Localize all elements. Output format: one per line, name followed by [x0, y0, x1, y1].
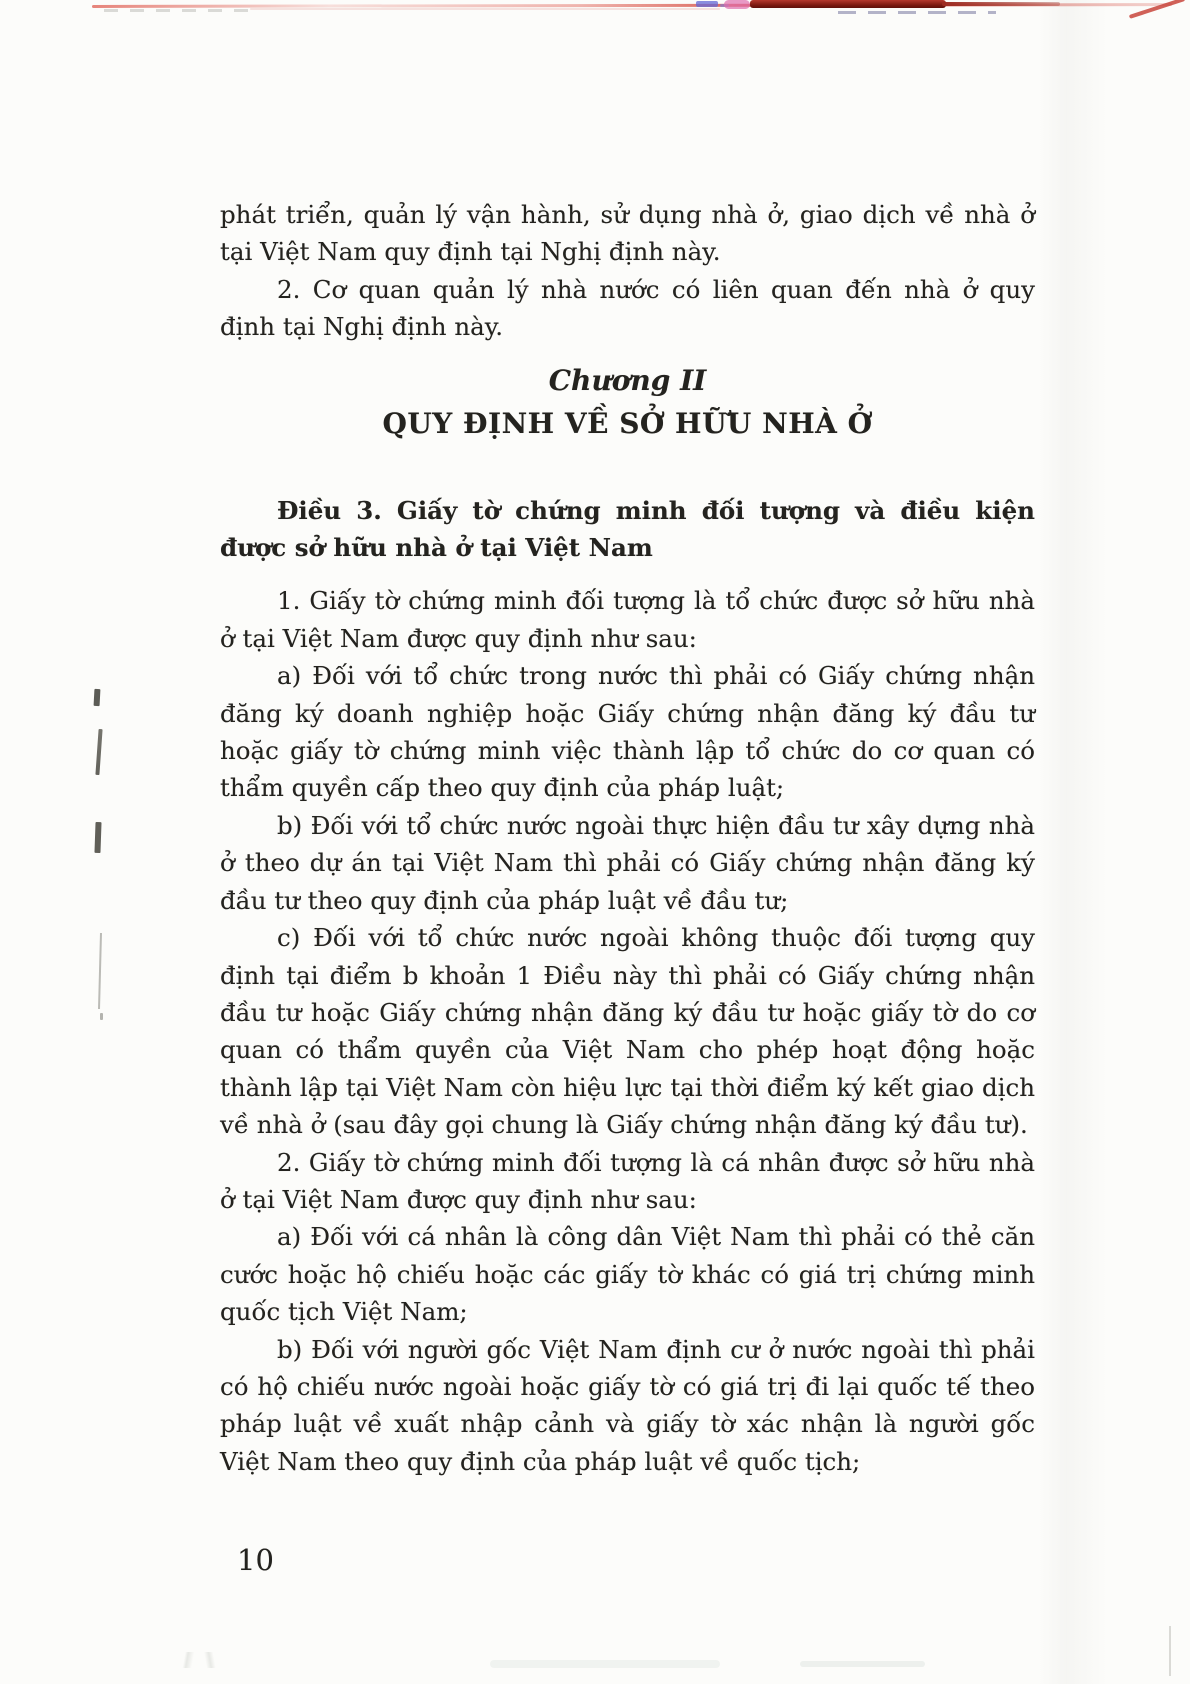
scan-artifact-underband-dashes	[838, 11, 996, 14]
para-point-2a: a) Đối với cá nhân là công dân Việt Nam thì phải có thẻ căn cước hoặc hộ chiếu hoặc các giấy tờ khác có giá trị chứng minh quốc tịch Việt Nam;	[220, 1222, 1035, 1327]
para-point-1a: a) Đối với tổ chức trong nước thì phải có Giấy chứng nhận đăng ký doanh nghiệp hoặc Giấy chứng nhận đăng ký đầu tư hoặc giấy tờ chứng minh việc thành lập tổ chức do cơ quan có thẩm quyền cấp theo quy định của pháp luật;	[220, 661, 1035, 803]
chapter-number: Chương II	[548, 363, 707, 397]
scan-artifact-bottom-smudge	[115, 1652, 265, 1668]
scan-artifact-dark-red-band	[750, 0, 946, 8]
para-item-2: 2. Cơ quan quản lý nhà nước có liên quan đến nhà ở quy định tại Nghị định này.	[220, 274, 1035, 342]
scan-artifact-bottom-smudge	[800, 1661, 925, 1667]
margin-ink-mark	[94, 689, 101, 706]
para-continuation: phát triển, quản lý vận hành, sử dụng nhà ở, giao dịch về nhà ở tại Việt Nam quy định tại Nghị định này.	[220, 200, 1035, 267]
para-point-1b: b) Đối với tổ chức nước ngoài thực hiện đầu tư xây dựng nhà ở theo dự án tại Việt Nam thì phải có Giấy chứng nhận đăng ký đầu tư theo quy định của pháp luật về đầu tư;	[220, 810, 1035, 915]
document-body	[220, 196, 1035, 1480]
chapter-title: QUY ĐỊNH VỀ SỞ HỮU NHÀ Ở	[382, 406, 873, 440]
scan-artifact-pink-blob	[724, 0, 750, 9]
margin-ink-mark	[100, 1013, 103, 1020]
margin-ink-mark	[95, 729, 102, 775]
scan-artifact-right-edge-line	[1169, 1626, 1171, 1676]
para-clause-2: 2. Giấy tờ chứng minh đối tượng là cá nhân được sở hữu nhà ở tại Việt Nam được quy định như sau:	[220, 1147, 1035, 1214]
para-point-1c: c) Đối với tổ chức nước ngoài không thuộc đối tượng quy định tại điểm b khoản 1 Điều này thì phải có Giấy chứng nhận đầu tư hoặc Giấy chứng nhận đăng ký đầu tư hoặc giấy tờ do cơ quan có thẩm quyền của Việt Nam cho phép hoạt động hoặc thành lập tại Việt Nam còn hiệu lực tại thời điểm ký kết giao dịch về nhà ở (sau đây gọi chung là Giấy chứng nhận đăng ký đầu tư).	[220, 923, 1035, 1140]
para-clause-1: 1. Giấy tờ chứng minh đối tượng là tổ chức được sở hữu nhà ở tại Việt Nam được quy định như sau:	[220, 586, 1035, 653]
scan-artifact-faint-pink-line	[250, 8, 720, 10]
article-3-heading: Điều 3. Giấy tờ chứng minh đối tượng và điều kiện được sở hữu nhà ở tại Việt Nam	[220, 495, 1035, 563]
page-number: 10	[237, 1543, 274, 1577]
margin-ink-mark	[98, 933, 102, 1009]
scan-artifact-blue-mark	[696, 1, 718, 7]
page-gutter-shadow	[1038, 0, 1108, 1684]
scan-artifact-gray-dashes	[104, 9, 254, 12]
margin-ink-mark	[94, 822, 101, 853]
para-point-2b: b) Đối với người gốc Việt Nam định cư ở nước ngoài thì phải có hộ chiếu nước ngoài hoặc giấy tờ có giá trị đi lại quốc tế theo pháp luật về xuất nhập cảnh và giấy tờ xác nhận là người gốc Việt Nam theo quy định của pháp luật về quốc tịch;	[220, 1334, 1035, 1476]
scan-artifact-bottom-smudge	[490, 1660, 720, 1668]
